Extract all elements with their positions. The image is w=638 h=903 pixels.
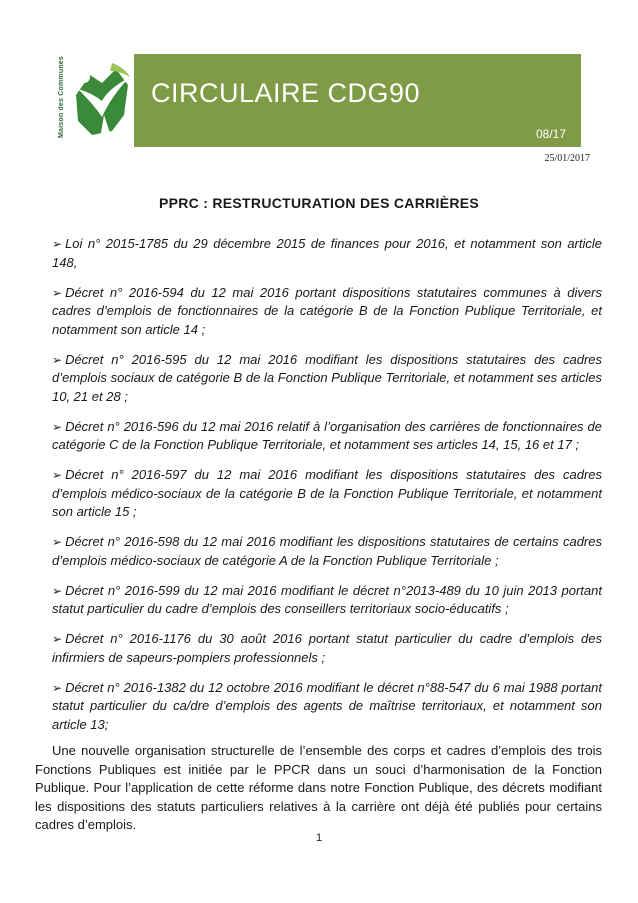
circular-reference: 08/17: [535, 127, 566, 141]
circular-title: CIRCULAIRE CDG90: [151, 78, 421, 108]
header: [58, 47, 581, 147]
legal-references-list: [52, 235, 602, 746]
list-item: ➢ Décret n° 2016-1382 du 12 octobre 2016 modifiant le décret n°88-547 du 6 mai 1988 portant statut particulier du ca/dre d’emplois des agents de maîtrise territoriaux, et notamment son article 13;: [52, 679, 602, 732]
list-item: ➢ Décret n° 2016-598 du 12 mai 2016 modifiant les dispositions statutaires de certains cadres d’emplois médico-sociaux de catégorie A de la Fonction Publique Territoriale ;: [52, 534, 602, 568]
logo-text: Maison des Communes: [58, 56, 65, 138]
list-item: ➢ Décret n° 2016-597 du 12 mai 2016 modifiant les dispositions statutaires des cadres d’emplois médico-sociaux de la catégorie B de la Fonction Publique Territoriale, et notamment son article 15 ;: [52, 467, 602, 519]
page-number: 1: [315, 832, 323, 844]
list-item: ➢ Décret n° 2016-595 du 12 mai 2016 modifiant les dispositions statutaires des cadres d’emplois sociaux de catégorie B de la Fonction Publique Territoriale, et notamment ses articles 10, 21 et 28 ;: [52, 351, 602, 404]
body-paragraph: Une nouvelle organisation structurelle de l’ensemble des corps et cadres d’emplois des trois Fonctions Publiques est initiée par le PPCR dans un souci d’harmonisation de la Fonction Publique. Pour l’application de cette réforme dans notre Fonction Publique, des décrets modifiant les dispositions des statuts particuliers relatives à la carrière ont déjà été publiés pour certains cadres d’emplois.: [35, 743, 602, 832]
arrow-bullet-icon: ➢: [52, 237, 63, 251]
arrow-bullet-icon: ➢: [52, 535, 63, 549]
arrow-bullet-icon: ➢: [52, 680, 63, 695]
title-banner: [134, 54, 581, 147]
arrow-bullet-icon: ➢: [52, 468, 63, 482]
arrow-bullet-icon: ➢: [52, 419, 63, 434]
logo: [58, 47, 134, 147]
arrow-bullet-icon: ➢: [52, 285, 63, 300]
list-item: ➢ Décret n° 2016-596 du 12 mai 2016 relatif à l’organisation des carrières de fonctionnaires de catégorie C de la Fonction Publique Territoriale, et notamment ses articles 14, 15, 16 et 17 ;: [52, 418, 602, 452]
list-item: ➢ Loi n° 2015-1785 du 29 décembre 2015 de finances pour 2016, et notamment son article 148,: [52, 236, 602, 270]
arrow-bullet-icon: ➢: [52, 352, 63, 367]
list-item: ➢ Décret n° 2016-599 du 12 mai 2016 modifiant le décret n°2013-489 du 10 juin 2013 portant statut particulier du cadre d’emplois des conseillers territoriaux socio-éducatifs ;: [52, 582, 602, 616]
list-item: ➢ Décret n° 2016-594 du 12 mai 2016 portant dispositions statutaires communes à divers cadres d’emplois de fonctionnaires de la catégorie B de la Fonction Publique Territoriale, et notamment son article 14 ;: [52, 284, 602, 337]
document-date: 25/01/2017: [544, 153, 590, 164]
arrow-bullet-icon: ➢: [52, 632, 63, 646]
document-title: PPRC : RESTRUCTURATION DES CARRIÈRES: [158, 195, 480, 211]
maison-des-communes-logo-icon: [72, 55, 132, 139]
list-item: ➢ Décret n° 2016-1176 du 30 août 2016 portant statut particulier du cadre d’emplois des infirmiers de sapeurs-pompiers professionnels ;: [52, 631, 602, 665]
arrow-bullet-icon: ➢: [52, 583, 63, 598]
